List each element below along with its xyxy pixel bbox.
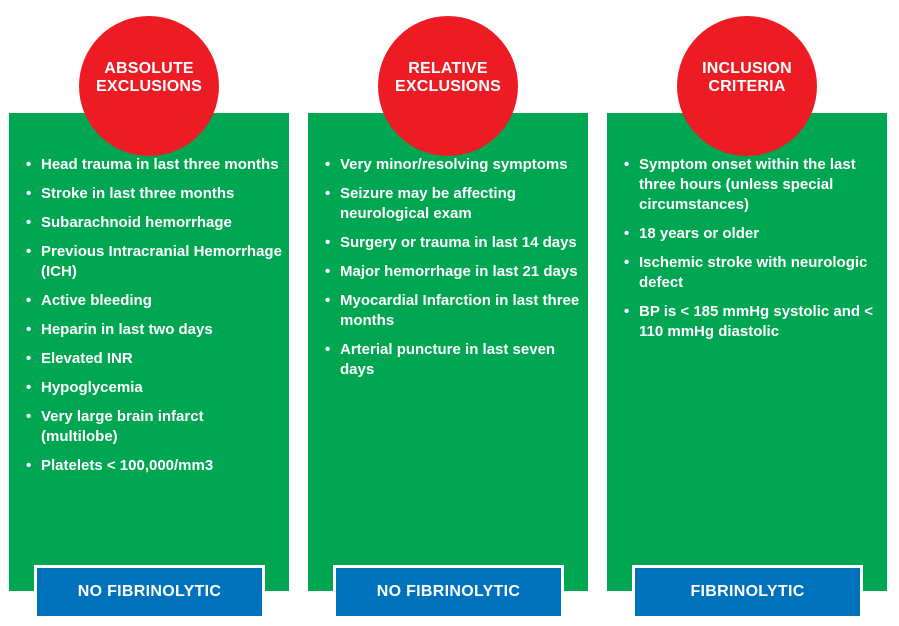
list-item: • Head trauma in last three months: [25, 155, 283, 175]
heading-line-2: EXCLUSIONS: [394, 78, 501, 95]
absolute-exclusions-heading-circle: [79, 16, 219, 156]
relative-exclusions-heading-circle: [378, 16, 518, 156]
list-item: • Very minor/resolving symptoms: [324, 155, 582, 175]
absolute-exclusions-list: [25, 155, 283, 485]
list-item: • BP is < 185 mmHg systolic and < 110 mmHg diastolic: [623, 302, 881, 342]
heading-line-1: INCLUSION: [702, 60, 792, 77]
list-item: • Stroke in last three months: [25, 184, 283, 204]
heading-line-1: RELATIVE: [408, 60, 488, 77]
absolute-exclusions-column: [9, 0, 289, 626]
list-item: • Heparin in last two days: [25, 320, 283, 340]
heading-line-1: ABSOLUTE: [104, 60, 194, 77]
list-item: • Ischemic stroke with neurologic defect: [623, 253, 881, 293]
relative-exclusions-list: [324, 155, 582, 389]
heading-line-2: EXCLUSIONS: [95, 78, 202, 95]
no-fibrinolytic-label: NO FIBRINOLYTIC: [333, 565, 564, 619]
heading-line-2: CRITERIA: [708, 78, 786, 95]
list-item: • Subarachnoid hemorrhage: [25, 213, 283, 233]
no-fibrinolytic-label: NO FIBRINOLYTIC: [34, 565, 265, 619]
list-item: • Symptom onset within the last three hours (unless special circumstances): [623, 155, 881, 215]
inclusion-criteria-column: [607, 0, 887, 626]
list-item: • Previous Intracranial Hemorrhage (ICH): [25, 242, 283, 282]
inclusion-criteria-heading-circle: [677, 16, 817, 156]
list-item: • 18 years or older: [623, 224, 881, 244]
list-item: • Elevated INR: [25, 349, 283, 369]
list-item: • Major hemorrhage in last 21 days: [324, 262, 582, 282]
list-item: • Active bleeding: [25, 291, 283, 311]
list-item: • Surgery or trauma in last 14 days: [324, 233, 582, 253]
relative-exclusions-column: [308, 0, 588, 626]
list-item: • Very large brain infarct (multilobe): [25, 407, 283, 447]
fibrinolytic-label: FIBRINOLYTIC: [632, 565, 863, 619]
list-item: • Platelets < 100,000/mm3: [25, 456, 283, 476]
inclusion-criteria-list: [623, 155, 881, 351]
list-item: • Arterial puncture in last seven days: [324, 340, 582, 380]
list-item: • Hypoglycemia: [25, 378, 283, 398]
list-item: • Seizure may be affecting neurological exam: [324, 184, 582, 224]
list-item: • Myocardial Infarction in last three months: [324, 291, 582, 331]
